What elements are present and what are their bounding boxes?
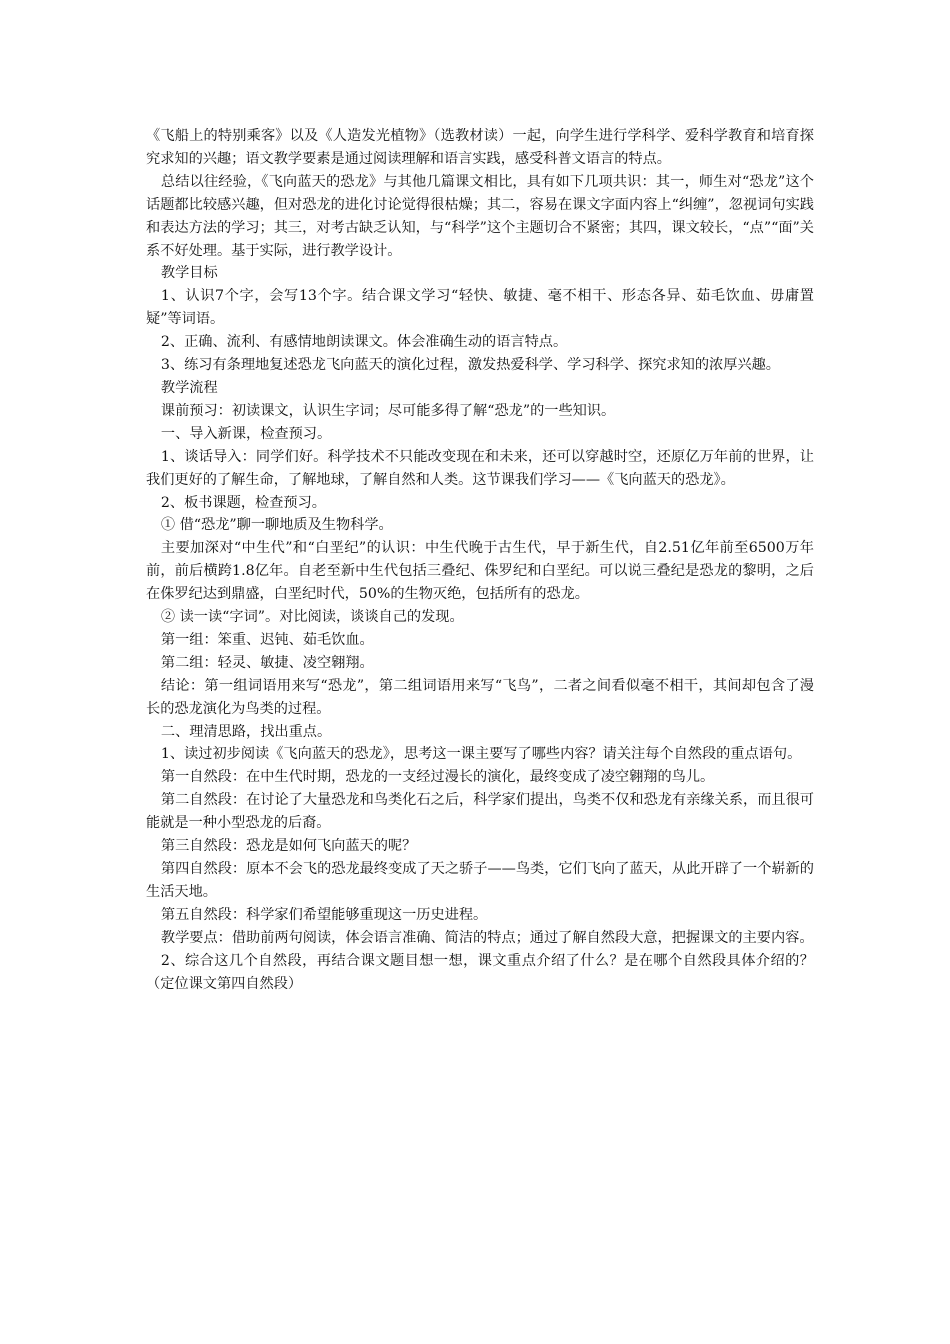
reading-task-paragraph: 1、读过初步阅读《飞向蓝天的恐龙》，思考这一课主要写了哪些内容？请关注每个自然段的重点语句。 — [160, 746, 802, 763]
step-heading-1: 一、导入新课，检查预习。 — [160, 425, 332, 442]
word-group-1: 第一组：笨重、迟钝、茹毛饮血。 — [160, 631, 374, 648]
geology-paragraph: 主要加深对“中生代”和“白垩纪”的认识：中生代晚于古生代，早于新生代，自2.51亿年前至6500万年前，前后横跨1.8亿年。自老至新中生代包括三叠纪、侏罗纪和白垩纪。可以说三叠纪是恐龙的黎明，之后在侏罗纪达到鼎盛，白垩纪时代，50%的生物灭绝，包括所有的恐龙。 — [146, 540, 814, 603]
intro-talk-paragraph: 1、谈话导入：同学们好。科学技术不只能改变现在和未来，还可以穿越时空，还原亿万年前的世界，让我们更好的了解生命，了解地球，了解自然和人类。这节课我们学习——《飞向蓝天的恐龙》。 — [146, 448, 814, 488]
sub-item-1: ① 借“恐龙”聊一聊地质及生物科学。 — [160, 517, 393, 534]
goal-item-1: 1、认识7个字，会写13个字。结合课文学习“轻快、敏捷、毫不相干、形态各异、茹毛饮血、毋庸置疑”等词语。 — [146, 288, 814, 328]
intro-paragraph: 《飞船上的特别乘客》以及《人造发光植物》（选教材读）一起，向学生进行学科学、爱科学教育和培育探究求知的兴趣；语文教学要素是通过阅读理解和语言实践，感受科普文语言的特点。 — [146, 128, 814, 167]
section-heading-goals: 教学目标 — [160, 265, 218, 282]
document-page — [146, 125, 814, 995]
experience-paragraph: 总结以往经验，《飞向蓝天的恐龙》与其他几篇课文相比，具有如下几项共识：其一，师生对“恐龙”这个话题都比较感兴趣，但对恐龙的进化讨论觉得很枯燥；其二，容易在课文字面内容上“纠缠”，忽视词句实践和表达方法的学习；其三，对考古缺乏认知，与“科学”这个主题切合不紧密；其四，课文较长，“点”“面”关系不好处理。基于实际，进行教学设计。 — [146, 173, 814, 259]
section-3-summary: 第三自然段：恐龙是如何飞向蓝天的呢？ — [160, 838, 417, 855]
sub-item-2: ② 读一读“字词”。对比阅读，谈谈自己的发现。 — [160, 609, 464, 626]
preview-paragraph: 课前预习：初读课文，认识生字词；尽可能多得了解“恐龙”的一些知识。 — [160, 402, 616, 419]
section-heading-process: 教学流程 — [160, 379, 218, 396]
synthesis-task-paragraph: 2、综合这几个自然段，再结合课文题目想一想，课文重点介绍了什么？是在哪个自然段具体介绍的？（定位课文第四自然段） — [146, 952, 814, 992]
section-5-summary: 第五自然段：科学家们希望能够重现这一历史进程。 — [160, 906, 488, 923]
section-4-summary: 第四自然段：原本不会飞的恐龙最终变成了天之骄子——鸟类，它们飞向了蓝天，从此开辟了一个崭新的生活天地。 — [146, 861, 814, 900]
step-heading-2: 二、理清思路，找出重点。 — [160, 723, 332, 740]
board-title-paragraph: 2、板书课题，检查预习。 — [160, 494, 326, 511]
conclusion-paragraph: 结论：第一组词语用来写“恐龙”，第二组词语用来写“飞鸟”，二者之间看似毫不相干，其间却包含了漫长的恐龙演化为鸟类的过程。 — [146, 677, 814, 717]
goal-item-2: 2、正确、流利、有感情地朗读课文。体会准确生动的语言特点。 — [160, 334, 568, 351]
section-2-summary: 第二自然段：在讨论了大量恐龙和鸟类化石之后，科学家们提出，鸟类不仅和恐龙有亲缘关系，而且很可能就是一种小型恐龙的后裔。 — [146, 792, 814, 832]
goal-item-3: 3、练习有条理地复述恐龙飞向蓝天的演化过程，激发热爱科学、学习科学、探究求知的浓厚兴趣。 — [160, 357, 780, 374]
word-group-2: 第二组：轻灵、敏捷、凌空翱翔。 — [160, 654, 374, 671]
teaching-key-points: 教学要点：借助前两句阅读，体会语言准确、简洁的特点；通过了解自然段大意，把握课文的主要内容。 — [160, 929, 814, 946]
section-1-summary: 第一自然段：在中生代时期，恐龙的一支经过漫长的演化，最终变成了凌空翱翔的鸟儿。 — [160, 769, 715, 786]
